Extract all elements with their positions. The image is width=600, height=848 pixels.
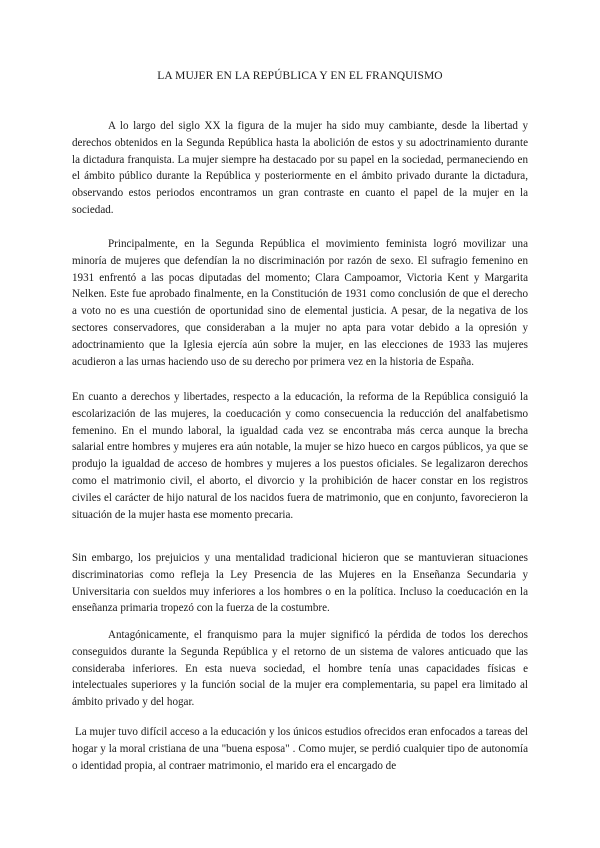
paragraph-intro: A lo largo del siglo XX la figura de la mujer ha sido muy cambiante, desde la libertad y derechos obtenidos en la Segunda República hasta la abolición de estos y su adoctrinamiento durante la dictadura franquista. La mujer siempre ha destacado por su papel en la sociedad, permaneciendo en el ámbito público durante la República y posteriormente en el ámbito privado durante la dictadura, observando estos periodos encontramos un gran contraste en cuanto el papel de la mujer en la sociedad. [72,120,528,216]
paragraph-prejuicios: Sin embargo, los prejuicios y una mentalidad tradicional hicieron que se mantuvieran situaciones discriminatorias como refleja la Ley Presencia de las Mujeres en la Enseñanza Secundaria y Universitaria con sueldos muy inferiores a los hombres o en la política. Incluso la coeducación en la enseñanza primaria tropezó con la fuerza de la costumbre. [72,552,528,615]
paragraph-segunda-republica: Principalmente, en la Segunda República el movimiento feminista logró movilizar una minoría de mujeres que defendían la no discriminación por razón de sexo. El sufragio femenino en 1931 enfrentó a las pocas diputadas del momento; Clara Campoamor, Victoria Kent y Margarita Nelken. Este fue aprobado finalmente, en la Constitución de 1931 como conclusión de que el derecho a voto no es una cuestión de oportunidad sino de elemental justicia. A pesar, de la negativa de los sectores conservadores, que consideraban a la mujer no apta para votar debido a la opresión y adoctrinamiento que la Iglesia ejercía aún sobre la mujer, en las elecciones de 1933 las mujeres acudieron a las urnas haciendo uso de su derecho por primera vez en la historia de España. [72,238,528,368]
paragraph-derechos-libertades: En cuanto a derechos y libertades, respecto a la educación, la reforma de la República consiguió la escolarización de las mujeres, la coeducación y como consecuencia la reducción del analfabetismo femenino. En el mundo laboral, la igualdad cada vez se encontraba más cerca aunque la brecha salarial entre hombres y mujeres era aún notable, la mujer se hizo hueco en cargos públicos, ya que se produjo la igualdad de acceso de hombres y mujeres a los puestos oficiales. Se legalizaron derechos como el matrimonio civil, el aborto, el divorcio y la prohibición de hacer constar en los registros civiles el carácter de hijo natural de los nacidos fuera de matrimonio, que en conjunto, favorecieron la situación de la mujer hasta ese momento precaria. [72,391,528,521]
paragraph-educacion-franquismo: La mujer tuvo difícil acceso a la educación y los únicos estudios ofrecidos eran enfocados a tareas del hogar y la moral cristiana de una "buena esposa" . Como mujer, se perdió cualquier tipo de autonomía o identidad propia, al contraer matrimonio, el marido era el encargado de [72,726,528,772]
document-title: LA MUJER EN LA REPÚBLICA Y EN EL FRANQUISMO [157,70,443,82]
paragraph-franquismo: Antagónicamente, el franquismo para la mujer significó la pérdida de todos los derechos conseguidos durante la Segunda República y el retorno de un sistema de valores anticuado que las consideraba inferiores. En esta nueva sociedad, el hombre tenía unas capacidades físicas e intelectuales superiores y la función social de la mujer era complementaria, su papel era limitado al ámbito privado y del hogar. [72,629,528,709]
